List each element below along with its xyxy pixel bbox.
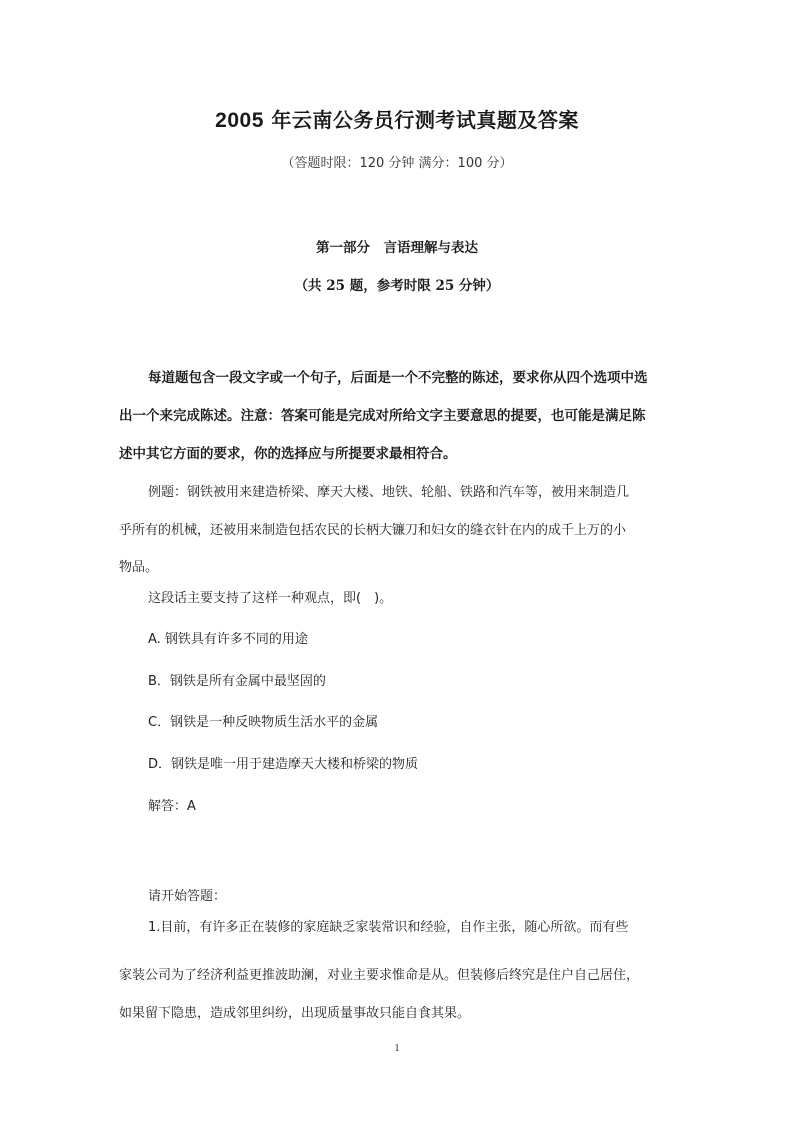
instructions-line-3: 述中其它方面的要求，你的选择应与所提要求最相符合。 bbox=[119, 446, 457, 462]
title-year: 2005 bbox=[215, 109, 264, 132]
instructions-line-1: 每道题包含一段文字或一个句子，后面是一个不完整的陈述，要求你从四个选项中选 bbox=[148, 370, 648, 386]
question-1-line-1: 1.目前，有许多正在装修的家庭缺乏家装常识和经验，自作主张，随心所欲。而有些 bbox=[148, 920, 629, 935]
question-1-line-3: 如果留下隐患，造成邻里纠纷，出现质量事故只能自食其果。 bbox=[119, 1006, 471, 1021]
option-a: A. 钢铁具有许多不同的用途 bbox=[148, 632, 308, 647]
exam-info: （答题时限：120 分钟 满分：100 分） bbox=[281, 156, 513, 171]
page-number: 1 bbox=[394, 1042, 400, 1054]
start-label: 请开始答题： bbox=[148, 889, 227, 904]
title-text: 年云南公务员行测考试真题及答案 bbox=[263, 108, 579, 132]
section-subtitle: （共 25 题，参考时限 25 分钟） bbox=[294, 278, 500, 294]
page-title bbox=[0, 104, 794, 133]
example-answer: 解答：A bbox=[148, 799, 196, 814]
option-c: C．钢铁是一种反映物质生活水平的金属 bbox=[148, 715, 379, 730]
example-question: 这段话主要支持了这样一种观点，即( )。 bbox=[148, 591, 393, 606]
option-d: D．钢铁是唯一用于建造摩天大楼和桥梁的物质 bbox=[148, 757, 419, 772]
example-line-3: 物品。 bbox=[119, 560, 159, 575]
option-b: B．钢铁是所有金属中最坚固的 bbox=[148, 674, 326, 689]
example-line-2: 乎所有的机械，还被用来制造包括农民的长柄大镰刀和妇女的缝衣针在内的成千上万的小 bbox=[119, 523, 627, 538]
example-line-1: 例题：钢铁被用来建造桥梁、摩天大楼、地铁、轮船、铁路和汽车等，被用来制造几 bbox=[148, 485, 630, 500]
section-title: 第一部分 言语理解与表达 bbox=[316, 240, 478, 256]
question-1-line-2: 家装公司为了经济利益更推波助澜，对业主要求惟命是从。但装修后终究是住户自己居住， bbox=[119, 968, 640, 983]
instructions-line-2: 出一个来完成陈述。注意：答案可能是完成对所给文字主要意思的提要，也可能是满足陈 bbox=[119, 408, 646, 424]
